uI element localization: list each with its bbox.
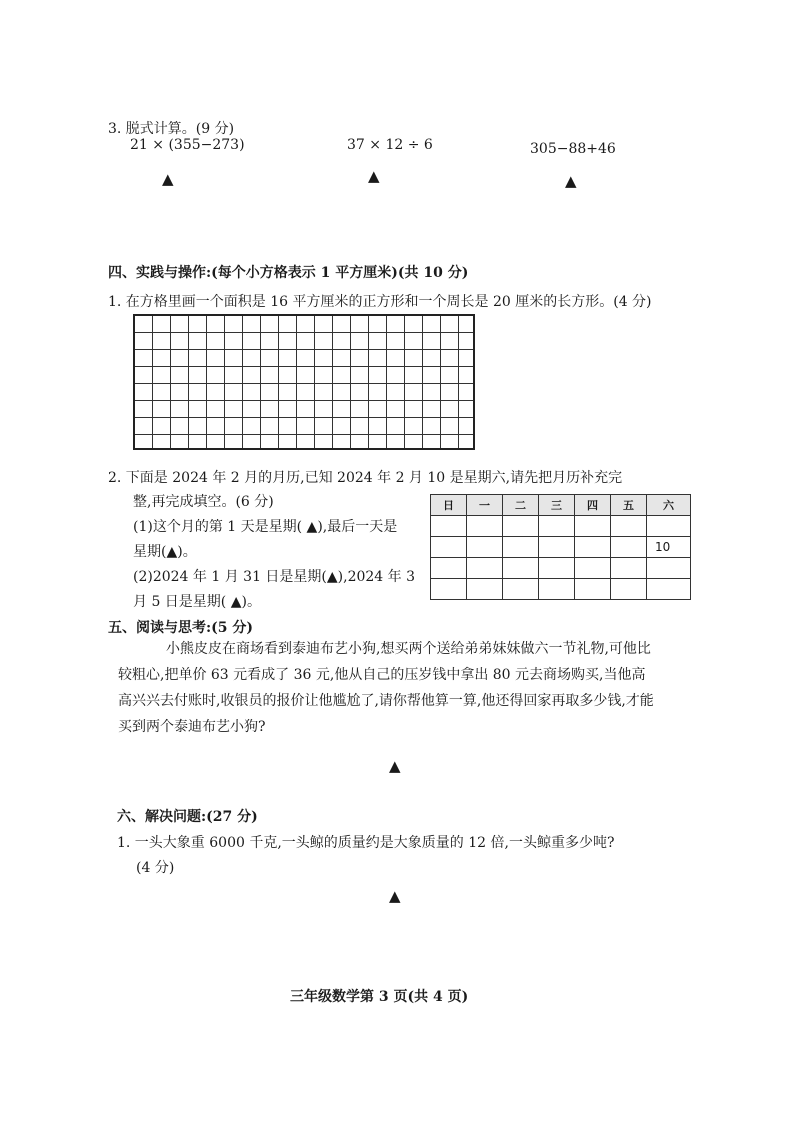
calendar-cell[interactable] [431,558,467,579]
calendar-cell[interactable] [539,516,575,537]
weekday-header: 五 [611,495,647,516]
calendar-cell[interactable] [611,579,647,600]
weekday-header: 四 [575,495,611,516]
weekday-header: 六 [647,495,691,516]
section5-heading: 五、阅读与思考:(5 分) [108,620,254,636]
weekday-header: 日 [431,495,467,516]
reading-paragraph [118,636,656,740]
calendar-cell-given-date: 10 [647,537,691,558]
february-calendar [430,494,691,600]
calendar-cell[interactable] [467,579,503,600]
calendar-cell[interactable] [503,558,539,579]
calendar-cell[interactable] [611,516,647,537]
calendar-cell[interactable] [575,537,611,558]
calendar-cell[interactable] [431,516,467,537]
answer-mark-problem-1: ▲ [389,887,401,905]
calendar-cell[interactable] [467,516,503,537]
answer-mark-1: ▲ [162,170,174,188]
answer-mark-3: ▲ [565,172,577,190]
section6-question-1-line1: 1. 一头大象重 6000 千克,一头鲸的质量约是大象质量的 12 倍,一头鲸重多少吨? [117,835,615,851]
reading-paragraph-text: 小熊皮皮在商场看到泰迪布艺小狗,想买两个送给弟弟妹妹做六一节礼物,可他比较粗心,把单价 63 元看成了 36 元,他从自己的压岁钱中拿出 80 元去商场购买,当他高高兴兴去付账时,收银员的报价让他尴尬了,请你帮他算一算,他还得回家再取多少钱,才能买到两个泰迪布艺小狗? [118,641,654,735]
expression-3: 305−88+46 [530,141,616,157]
calendar-cell[interactable] [575,579,611,600]
answer-mark-2: ▲ [368,167,380,185]
calendar-cell[interactable] [503,579,539,600]
expression-2: 37 × 12 ÷ 6 [347,137,433,153]
calendar-cell[interactable] [539,537,575,558]
sub-question-2b: 月 5 日是星期( ▲)。 [133,594,261,610]
sub-question-1a: (1)这个月的第 1 天是星期( ▲),最后一天是 [133,519,398,535]
calendar-cell[interactable] [467,558,503,579]
calendar-cell[interactable] [503,516,539,537]
weekday-header: 三 [539,495,575,516]
calendar-cell[interactable] [575,516,611,537]
calendar-cell[interactable] [611,537,647,558]
calendar-cell[interactable] [539,558,575,579]
section6-question-1-line2: (4 分) [136,860,175,876]
calendar-cell[interactable] [647,579,691,600]
sub-question-2a: (2)2024 年 1 月 31 日是星期(▲),2024 年 3 [133,569,416,585]
calendar-cell[interactable] [539,579,575,600]
calendar-cell[interactable] [431,579,467,600]
page-footer: 三年级数学第 3 页(共 4 页) [290,989,469,1005]
section3-heading: 3. 脱式计算。(9 分) [108,121,235,137]
answer-mark-reading: ▲ [389,757,401,775]
section4-heading: 四、实践与操作:(每个小方格表示 1 平方厘米)(共 10 分) [108,265,469,281]
calendar-cell[interactable] [611,558,647,579]
calendar-row [431,558,691,579]
calendar-cell[interactable] [575,558,611,579]
calendar-cell[interactable] [467,537,503,558]
calendar-row [431,516,691,537]
section4-question-2-line2: 整,再完成填空。(6 分) [133,494,274,510]
calendar-header-row [431,495,691,516]
weekday-header: 二 [503,495,539,516]
calendar-row [431,579,691,600]
section6-heading: 六、解决问题:(27 分) [117,809,258,825]
calendar-row [431,537,691,558]
calendar-cell[interactable] [503,537,539,558]
expression-1: 21 × (355−273) [130,137,245,153]
calendar-cell[interactable] [647,558,691,579]
calendar-cell[interactable] [647,516,691,537]
section4-question-2-line1: 2. 下面是 2024 年 2 月的月历,已知 2024 年 2 月 10 是星期六,请先把月历补充完 [108,470,623,486]
sub-question-1b: 星期(▲)。 [133,544,197,560]
section4-question-1: 1. 在方格里画一个面积是 16 平方厘米的正方形和一个周长是 20 厘米的长方形。(4 分) [108,294,652,310]
drawing-grid[interactable] [133,314,475,450]
calendar-cell[interactable] [431,537,467,558]
weekday-header: 一 [467,495,503,516]
